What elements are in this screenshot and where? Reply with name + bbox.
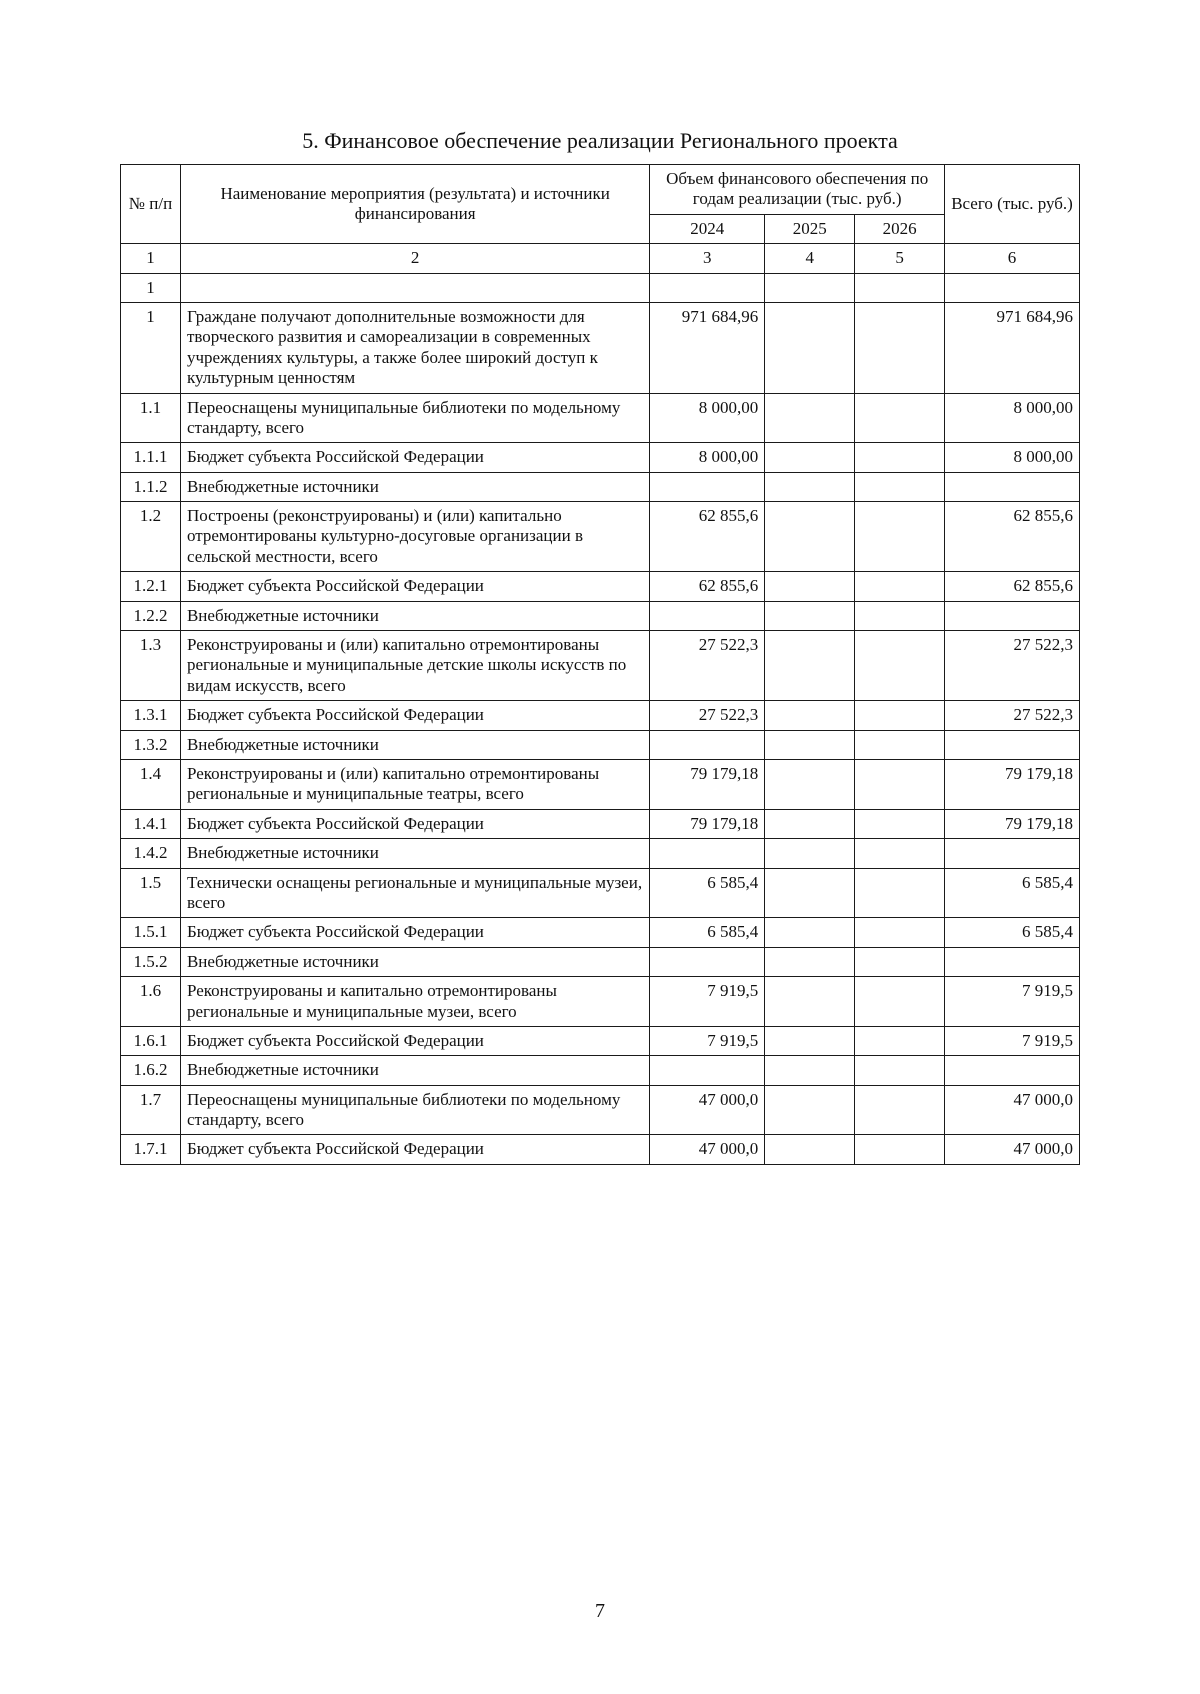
value-2024 [650, 839, 765, 868]
value-2026 [855, 502, 945, 572]
row-number: 1.3.1 [121, 701, 181, 730]
row-name: Бюджет субъекта Российской Федерации [180, 1135, 649, 1164]
table-row [121, 947, 1080, 976]
value-total [945, 730, 1080, 759]
value-2026 [855, 839, 945, 868]
table-row [121, 302, 1080, 393]
table-row [121, 1135, 1080, 1164]
value-total [945, 273, 1080, 302]
table-row [121, 1085, 1080, 1135]
value-2025 [765, 502, 855, 572]
value-2025 [765, 809, 855, 838]
row-number: 1.7.1 [121, 1135, 181, 1164]
row-name: Бюджет субъекта Российской Федерации [180, 443, 649, 472]
value-2024: 6 585,4 [650, 918, 765, 947]
section-title: 5. Финансовое обеспечение реализации Регионального проекта [302, 128, 898, 153]
row-name: Внебюджетные источники [180, 601, 649, 630]
row-number: 1.2.1 [121, 572, 181, 601]
row-number: 1.7 [121, 1085, 181, 1135]
value-2026 [855, 947, 945, 976]
value-total: 8 000,00 [945, 393, 1080, 443]
value-2024: 27 522,3 [650, 631, 765, 701]
value-2024: 27 522,3 [650, 701, 765, 730]
value-2026 [855, 631, 945, 701]
value-2026 [855, 601, 945, 630]
value-2026 [855, 977, 945, 1027]
table-header [121, 165, 1080, 274]
table-row [121, 443, 1080, 472]
value-total: 8 000,00 [945, 443, 1080, 472]
table-row [121, 472, 1080, 501]
row-number: 1.2.2 [121, 601, 181, 630]
value-2026 [855, 1026, 945, 1055]
value-2024: 6 585,4 [650, 868, 765, 918]
table-row [121, 701, 1080, 730]
row-number: 1.6.2 [121, 1056, 181, 1085]
header-year-2025: 2025 [765, 214, 855, 243]
row-number: 1.3.2 [121, 730, 181, 759]
column-index: 5 [855, 244, 945, 273]
row-name: Переоснащены муниципальные библиотеки по модельному стандарту, всего [180, 1085, 649, 1135]
column-index: 4 [765, 244, 855, 273]
value-2026 [855, 1056, 945, 1085]
value-2024 [650, 472, 765, 501]
row-name: Внебюджетные источники [180, 947, 649, 976]
value-2026 [855, 472, 945, 501]
row-name: Бюджет субъекта Российской Федерации [180, 701, 649, 730]
row-number: 1.1.2 [121, 472, 181, 501]
value-2024: 79 179,18 [650, 759, 765, 809]
row-number: 1.3 [121, 631, 181, 701]
row-number: 1.2 [121, 502, 181, 572]
value-2025 [765, 572, 855, 601]
value-2024: 8 000,00 [650, 393, 765, 443]
value-2025 [765, 977, 855, 1027]
value-2025 [765, 443, 855, 472]
value-2026 [855, 1135, 945, 1164]
value-2024 [650, 1056, 765, 1085]
value-total [945, 601, 1080, 630]
row-number: 1 [121, 273, 181, 302]
column-index: 6 [945, 244, 1080, 273]
value-2026 [855, 302, 945, 393]
column-index: 3 [650, 244, 765, 273]
value-2024: 62 855,6 [650, 502, 765, 572]
value-2024 [650, 730, 765, 759]
value-2026 [855, 868, 945, 918]
row-number: 1.4.1 [121, 809, 181, 838]
value-2025 [765, 1026, 855, 1055]
row-name [180, 273, 649, 302]
value-2025 [765, 947, 855, 976]
header-volume: Объем финансового обеспечения по годам реализации (тыс. руб.) [650, 165, 945, 215]
value-2026 [855, 1085, 945, 1135]
row-name: Реконструированы и (или) капитально отремонтированы региональные и муниципальные театры, всего [180, 759, 649, 809]
value-2025 [765, 302, 855, 393]
row-name: Бюджет субъекта Российской Федерации [180, 809, 649, 838]
value-2024: 8 000,00 [650, 443, 765, 472]
value-2024: 79 179,18 [650, 809, 765, 838]
table-row [121, 1026, 1080, 1055]
table-row [121, 502, 1080, 572]
value-2024: 62 855,6 [650, 572, 765, 601]
table-row [121, 918, 1080, 947]
row-number: 1.6 [121, 977, 181, 1027]
value-total [945, 947, 1080, 976]
value-2025 [765, 701, 855, 730]
header-name: Наименование мероприятия (результата) и источники финансирования [180, 165, 649, 244]
value-2026 [855, 918, 945, 947]
value-2024: 47 000,0 [650, 1135, 765, 1164]
value-total [945, 472, 1080, 501]
value-2024: 47 000,0 [650, 1085, 765, 1135]
row-number: 1.5.2 [121, 947, 181, 976]
value-2026 [855, 701, 945, 730]
row-name: Бюджет субъекта Российской Федерации [180, 572, 649, 601]
table-row [121, 868, 1080, 918]
page-number: 7 [595, 1600, 605, 1622]
value-2025 [765, 759, 855, 809]
row-name: Переоснащены муниципальные библиотеки по модельному стандарту, всего [180, 393, 649, 443]
table-row [121, 273, 1080, 302]
value-total: 79 179,18 [945, 809, 1080, 838]
value-2025 [765, 868, 855, 918]
value-2024: 7 919,5 [650, 1026, 765, 1055]
table-row [121, 601, 1080, 630]
row-name: Внебюджетные источники [180, 839, 649, 868]
value-2025 [765, 918, 855, 947]
table-body [121, 273, 1080, 1164]
value-total: 27 522,3 [945, 701, 1080, 730]
row-number: 1.5.1 [121, 918, 181, 947]
table-row [121, 839, 1080, 868]
header-num: № п/п [121, 165, 181, 244]
table-row [121, 393, 1080, 443]
row-number: 1.1 [121, 393, 181, 443]
value-2025 [765, 1135, 855, 1164]
row-name: Бюджет субъекта Российской Федерации [180, 1026, 649, 1055]
table-row [121, 1056, 1080, 1085]
value-2026 [855, 393, 945, 443]
value-2025 [765, 393, 855, 443]
value-2024: 971 684,96 [650, 302, 765, 393]
row-name: Граждане получают дополнительные возможности для творческого развития и самореализации в современных учреждениях культуры, а также более широкий доступ к культурным ценностям [180, 302, 649, 393]
value-2026 [855, 443, 945, 472]
value-2025 [765, 601, 855, 630]
value-2025 [765, 1085, 855, 1135]
value-2025 [765, 730, 855, 759]
row-name: Реконструированы и (или) капитально отремонтированы региональные и муниципальные детские школы искусств по видам искусств, всего [180, 631, 649, 701]
row-number: 1.5 [121, 868, 181, 918]
value-total: 7 919,5 [945, 977, 1080, 1027]
value-2026 [855, 809, 945, 838]
value-total: 971 684,96 [945, 302, 1080, 393]
row-name: Построены (реконструированы) и (или) капитально отремонтированы культурно-досуговые организации в сельской местности, всего [180, 502, 649, 572]
row-number: 1.1.1 [121, 443, 181, 472]
value-2025 [765, 631, 855, 701]
value-total [945, 839, 1080, 868]
table-row [121, 809, 1080, 838]
value-2026 [855, 759, 945, 809]
value-2026 [855, 273, 945, 302]
row-name: Внебюджетные источники [180, 1056, 649, 1085]
table-row [121, 977, 1080, 1027]
value-2024 [650, 947, 765, 976]
row-name: Бюджет субъекта Российской Федерации [180, 918, 649, 947]
table-row [121, 631, 1080, 701]
value-total: 27 522,3 [945, 631, 1080, 701]
value-2026 [855, 572, 945, 601]
column-index: 1 [121, 244, 181, 273]
column-index: 2 [180, 244, 649, 273]
value-total: 62 855,6 [945, 502, 1080, 572]
header-year-2024: 2024 [650, 214, 765, 243]
value-total: 47 000,0 [945, 1085, 1080, 1135]
value-total: 6 585,4 [945, 868, 1080, 918]
value-total [945, 1056, 1080, 1085]
value-2024: 7 919,5 [650, 977, 765, 1027]
row-name: Технически оснащены региональные и муниципальные музеи, всего [180, 868, 649, 918]
value-2024 [650, 601, 765, 630]
header-year-2026: 2026 [855, 214, 945, 243]
row-number: 1.6.1 [121, 1026, 181, 1055]
row-number: 1 [121, 302, 181, 393]
value-total: 79 179,18 [945, 759, 1080, 809]
row-name: Реконструированы и капитально отремонтированы региональные и муниципальные музеи, всего [180, 977, 649, 1027]
value-total: 6 585,4 [945, 918, 1080, 947]
column-index-row [121, 244, 1080, 273]
row-name: Внебюджетные источники [180, 472, 649, 501]
value-2025 [765, 839, 855, 868]
table-row [121, 759, 1080, 809]
row-name: Внебюджетные источники [180, 730, 649, 759]
value-total: 7 919,5 [945, 1026, 1080, 1055]
value-2025 [765, 472, 855, 501]
financing-table [120, 164, 1080, 1165]
row-number: 1.4.2 [121, 839, 181, 868]
value-total: 62 855,6 [945, 572, 1080, 601]
value-2026 [855, 730, 945, 759]
table-row [121, 572, 1080, 601]
row-number: 1.4 [121, 759, 181, 809]
header-total: Всего (тыс. руб.) [945, 165, 1080, 244]
value-total: 47 000,0 [945, 1135, 1080, 1164]
value-2024 [650, 273, 765, 302]
value-2025 [765, 273, 855, 302]
table-row [121, 730, 1080, 759]
value-2025 [765, 1056, 855, 1085]
